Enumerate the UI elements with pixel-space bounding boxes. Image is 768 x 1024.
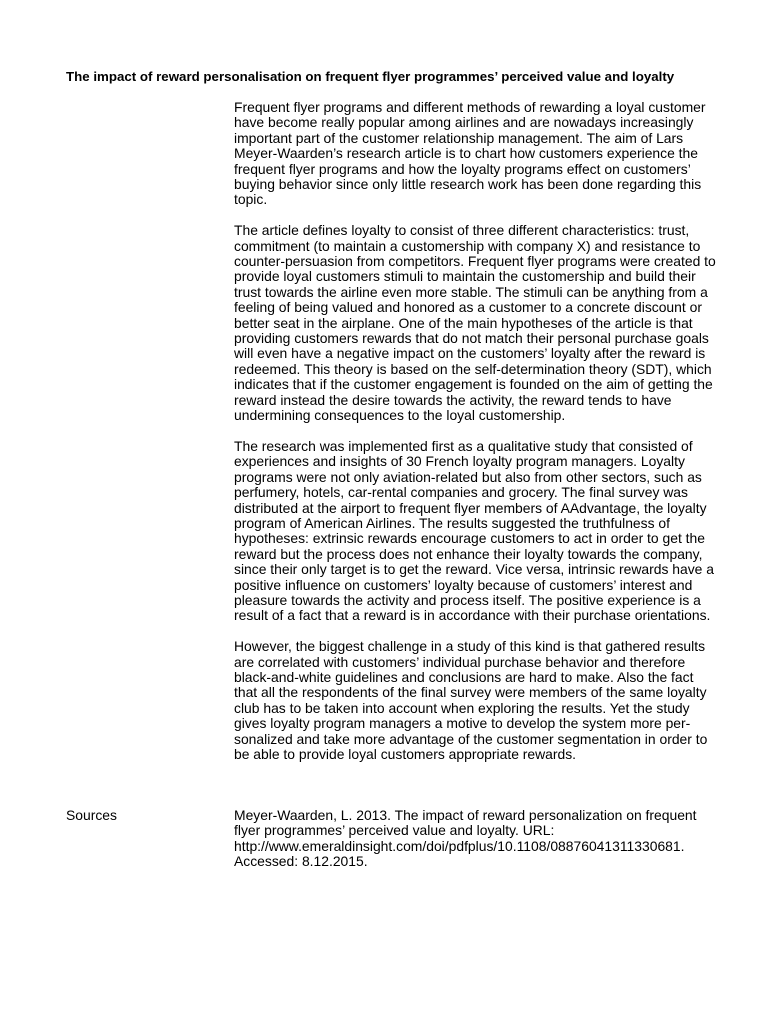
citation-accessed: Accessed: 8.12.2015. bbox=[234, 853, 368, 870]
citation-line-1: Meyer-Waarden, L. 2013. The impact of reward personalization on frequent bbox=[234, 807, 697, 823]
paragraph-3: The research was implemented first as a qualitative study that consisted of experiences and insights of 30 French loyalty program managers. Loyalty programs were not only aviation-related but also from other sectors, such as perfumery, hotels, car-rental companies and grocery. The final survey was distributed at the airport to frequent flyer members of AAdvantage, the loyalty program of American Airlines. The results suggested the truthfulness of hypotheses: extrinsic rewards encourage customers to act in order to get the reward but the process does not enhance their loyalty towards the company, since their only target is to get the reward. Vice versa, intrinsic rewards have a positive influence on customers’ loyalty because of customers’ interest and pleasure towards the activity and process itself. The positive experience is a result of a fact that a reward is in accordance with their purchase orientations. bbox=[234, 437, 714, 624]
citation-url[interactable]: http://www.emeraldinsight.com/doi/pdfplus/10.1108/08876041311330681. bbox=[234, 837, 685, 854]
sources-citation bbox=[234, 808, 716, 870]
article-body bbox=[234, 100, 716, 778]
paragraph-4: However, the biggest challenge in a study of this kind is that gathered results are correlated with customers’ individual purchase behavior and therefore black-and-white guidelines and conclusions are hard to make. Also the fact that all the respondents of the final survey were members of the same loyalty club has to be taken into account when exploring the results. Yet the study gives loyalty program managers a motive to develop the system more personalized and take more advantage of the customer segmentation in order to be able to provide loyal customers appropriate rewards. bbox=[234, 638, 708, 763]
paragraph-1: Frequent flyer programs and different methods of rewarding a loyal customer have become really popular among airlines and are nowadays increasingly important part of the customer relationship management. The aim of Lars Meyer-Waarden’s research article is to chart how customers experience the frequent flyer programs and how the loyalty programs effect on customers’ buying behavior since only little research work has been done regarding this topic. bbox=[234, 99, 706, 208]
citation-line-2: flyer programmes’ perceived value and loyalty. URL: bbox=[234, 822, 555, 839]
sources-label: Sources bbox=[66, 807, 117, 823]
paragraph-2: The article defines loyalty to consist of three different characteristics: trust, commitment (to maintain a customership with company X) and resistance to counter-persuasion from competitors. Frequent flyer programs were created to provide loyal customers stimuli to maintain the customership and build their trust towards the airline even more stable. The stimuli can be anything from a feeling of being valued and honored as a customer to a concrete discount or better seat in the airplane. One of the main hypotheses of the article is that providing customers rewards that do not match their personal purchase goals will even have a negative impact on the customers’ loyalty after the reward is redeemed. This theory is based on the self-determination theory (SDT), which indicates that if the customer engagement is founded on the aim of getting the reward instead the desire towards the activity, the reward tends to have undermining consequences to the loyal customership. bbox=[234, 222, 716, 424]
page-title: The impact of reward personalisation on frequent flyer programmes’ perceived value and loyalty bbox=[66, 69, 675, 84]
